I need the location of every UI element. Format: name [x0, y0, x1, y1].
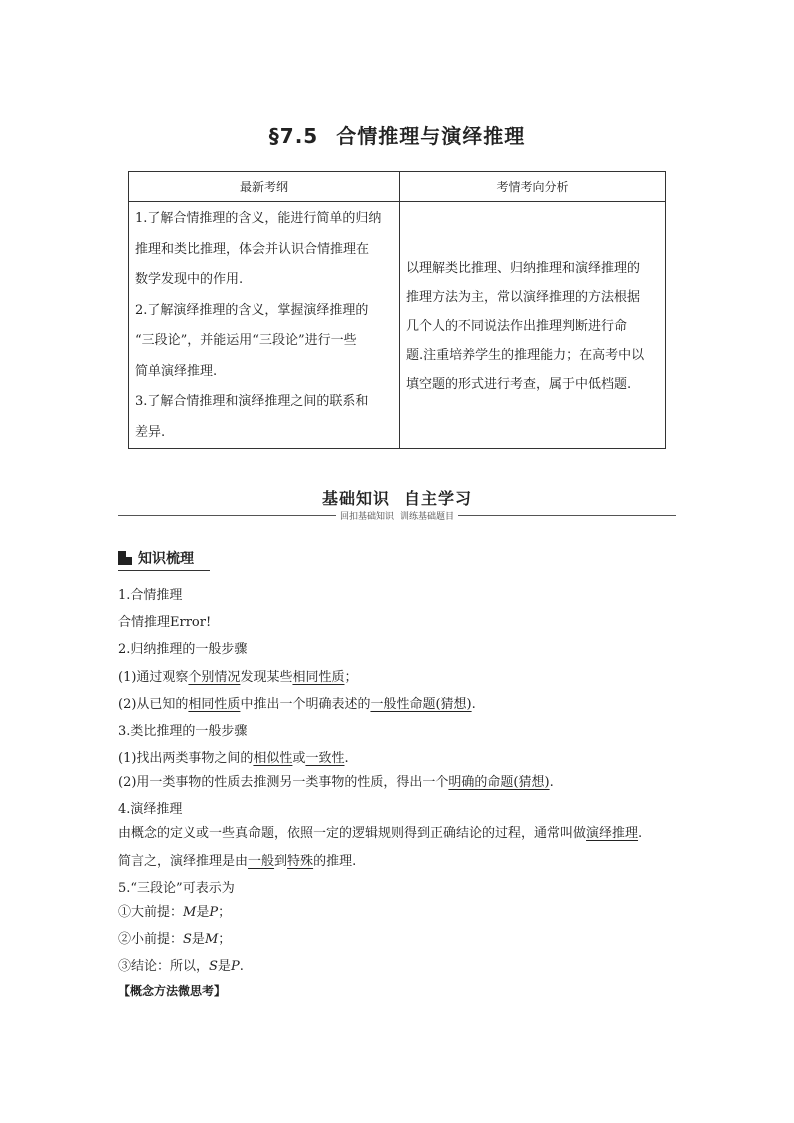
answer-blank: 特殊 [287, 853, 314, 869]
text-segment: 是 [217, 959, 231, 975]
answer-blank: 相似性 [253, 751, 293, 767]
math-variable: M [204, 931, 219, 947]
syllabus-cell [129, 202, 400, 449]
answer-blank: 相同性质 [188, 696, 241, 712]
analysis-line: 填空题的形式进行考查，属于中低档题. [406, 376, 632, 392]
syllabus-line: 3.了解合情推理和演绎推理之间的联系和 [135, 394, 369, 409]
section-title: 合情推理与演绎推理 [336, 124, 526, 148]
syllabus-line: 简单演绎推理. [135, 363, 218, 379]
analysis-line: 推理方法为主，常以演绎推理的方法根据 [406, 289, 641, 305]
banner-sub-left: 回扣基础知识 [336, 512, 398, 522]
text-segment: ②小前提： [118, 931, 184, 947]
banner-left: 基础知识 [321, 489, 390, 508]
analysis-line: 以理解类比推理、归纳推理和演绎推理的 [406, 260, 641, 276]
math-variable: P [230, 959, 240, 975]
syllabus-line: 2.了解演绎推理的含义，掌握演绎推理的 [135, 302, 369, 318]
text-segment: (1)通过观察 [118, 669, 189, 685]
concept-reflection-heading: 【概念方法微思考】 [118, 984, 227, 999]
text-segment: ； [344, 669, 358, 685]
math-variable: P [209, 904, 219, 920]
content-line: 3.类比推理的一般步骤 [118, 723, 248, 739]
text-segment: . [549, 775, 554, 791]
content-line [118, 749, 688, 773]
knowledge-heading [118, 548, 210, 571]
text-segment: ； [218, 931, 232, 947]
text-segment: 或 [292, 751, 306, 767]
square-bullet-icon [118, 551, 132, 565]
content-line [118, 930, 688, 957]
text-segment: (2)用一类事物的性质去推测另一类事物的性质，得出一个 [118, 775, 449, 791]
syllabus-line: 数学发现中的作用. [135, 272, 244, 287]
text-segment: . [638, 826, 643, 842]
text-segment: 是 [196, 904, 210, 920]
knowledge-content [118, 586, 688, 1008]
text-segment: ； [218, 904, 232, 920]
banner-subtitle [0, 509, 794, 522]
text-segment: ①大前提： [118, 904, 184, 920]
syllabus-line: 1.了解合情推理的含义，能进行简单的归纳 [135, 211, 382, 226]
answer-blank: 演绎推理 [586, 826, 639, 842]
analysis-cell [400, 202, 666, 449]
answer-blank: 一致性 [305, 751, 345, 767]
content-line: 4.演绎推理 [118, 802, 183, 818]
math-variable: M [183, 904, 197, 920]
answer-blank: 一般性命题(猜想) [370, 696, 472, 712]
text-segment: . [471, 696, 476, 712]
text-segment: (2)从已知的 [118, 696, 189, 712]
answer-blank: 个别情况 [188, 669, 241, 685]
text-segment: . [344, 751, 349, 767]
content-line: 5.“三段论”可表示为 [118, 880, 235, 896]
answer-blank: 一般 [248, 853, 275, 869]
content-line [118, 903, 688, 930]
syllabus-line: “三段论”，并能运用“三段论”进行一些 [135, 333, 357, 348]
content-line [118, 613, 688, 640]
content-line [118, 773, 688, 800]
syllabus-line: 差异. [135, 424, 166, 440]
answer-blank: 明确的命题(猜想) [448, 775, 550, 791]
outline-table [128, 171, 666, 449]
section-banner [0, 486, 794, 509]
banner-right: 自主学习 [404, 489, 473, 508]
content-line [118, 852, 688, 879]
content-line [118, 668, 688, 695]
page-title [0, 120, 794, 149]
syllabus-line: 推理和类比推理，体会并认识合情推理在 [135, 241, 370, 257]
text-segment: (1)找出两类事物之间的 [118, 751, 254, 767]
text-segment: 是 [191, 931, 205, 947]
math-variable: S [209, 959, 218, 975]
header-syllabus: 最新考纲 [129, 172, 400, 202]
text-segment: 到 [274, 853, 288, 869]
text-segment: . [239, 959, 244, 975]
text-segment: 由概念的定义或一些真命题，依照一定的逻辑规则得到正确结论的过程，通常叫做 [118, 826, 587, 842]
text-segment: 中推出一个明确表述的 [240, 696, 371, 712]
content-line: 1.合情推理 [118, 588, 183, 603]
content-line [118, 824, 688, 851]
text-segment: 简言之，演绎推理是由 [118, 853, 249, 869]
analysis-line: 几个人的不同说法作出推理判断进行命 [406, 318, 628, 334]
header-analysis: 考情考向分析 [400, 172, 666, 202]
text-segment: 发现某些 [240, 669, 293, 685]
section-number: §7.5 [268, 124, 319, 148]
text-segment: 的推理. [313, 853, 357, 869]
content-line [118, 957, 688, 981]
content-line [118, 695, 688, 722]
analysis-line: 题.注重培养学生的推理能力；在高考中以 [406, 347, 645, 363]
table-row [129, 202, 666, 449]
knowledge-heading-label: 知识梳理 [138, 551, 194, 567]
content-line-text: 合情推理Error! [118, 615, 212, 631]
table-header-row [129, 172, 666, 202]
math-variable: S [183, 931, 192, 947]
text-segment: ③结论：所以， [118, 959, 210, 975]
banner-sub-right: 训练基础题目 [394, 512, 458, 522]
answer-blank: 相同性质 [292, 669, 345, 685]
content-line: 2.归纳推理的一般步骤 [118, 642, 248, 658]
